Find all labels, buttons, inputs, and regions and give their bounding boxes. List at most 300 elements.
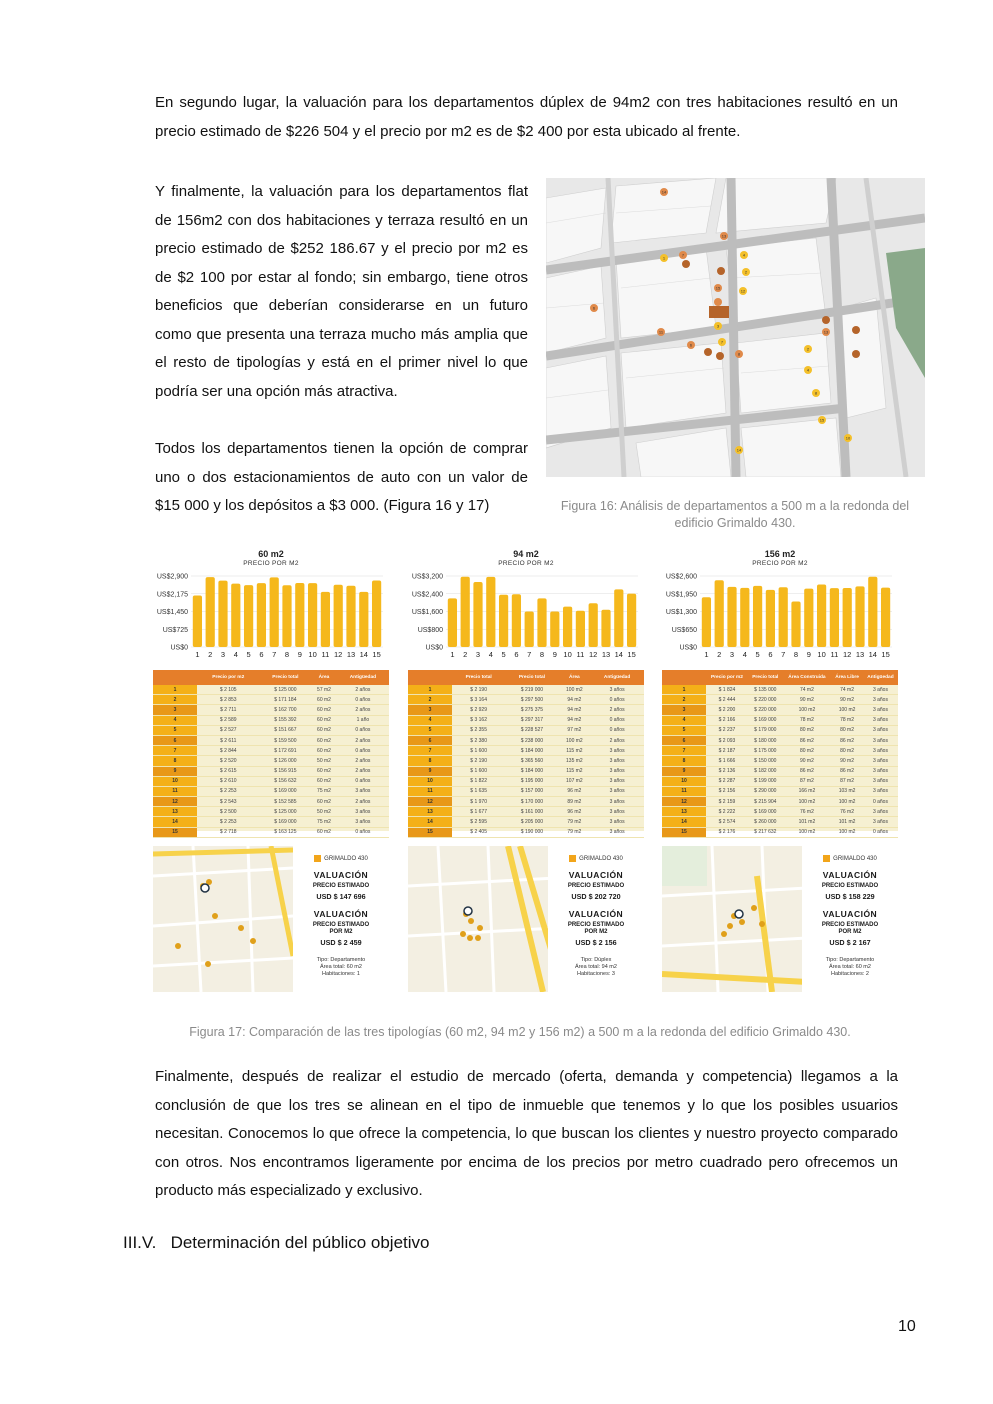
x-tick-label: 5	[246, 650, 251, 659]
table-cell: 3 años	[863, 807, 898, 817]
row-index: 3	[662, 705, 706, 715]
table-cell: 0 años	[337, 776, 389, 786]
y-tick-label: US$0	[679, 644, 697, 652]
valuation-panel-94m2	[408, 846, 644, 992]
x-tick-label: 9	[806, 650, 811, 659]
table-cell: 3 años	[590, 827, 644, 837]
table-cell: 101 m2	[783, 817, 832, 827]
y-tick-label: US$1,450	[156, 609, 188, 616]
row-index: 14	[408, 817, 452, 827]
svg-text:4: 4	[806, 367, 810, 373]
table-cell: 3 años	[590, 756, 644, 766]
svg-text:1: 1	[662, 255, 666, 261]
x-tick-label: 4	[488, 650, 493, 659]
table-cell: $ 3 162	[452, 715, 505, 725]
estimated-price-label: PRECIO ESTIMADO	[821, 883, 879, 890]
page-number: 10	[898, 1318, 916, 1335]
table-cell: 3 años	[863, 725, 898, 735]
table-cell: $ 150 000	[748, 756, 783, 766]
table-cell: $ 2 711	[197, 705, 260, 715]
valuation-panel-156m2	[662, 846, 898, 992]
row-index: 1	[408, 685, 452, 695]
table-header-cell: Área	[311, 670, 337, 685]
chart-title: 156 m2	[764, 549, 796, 559]
table-row	[408, 685, 644, 695]
bar	[244, 585, 253, 647]
row-index: 15	[408, 827, 452, 837]
table-row	[662, 746, 898, 756]
table-header-row	[153, 670, 389, 685]
table-cell: 80 m2	[831, 746, 863, 756]
y-tick-label: US$0	[425, 644, 443, 652]
table-cell: 0 años	[337, 827, 389, 837]
table-cell: 90 m2	[783, 695, 832, 705]
bar	[817, 585, 826, 647]
row-index: 7	[153, 746, 197, 756]
svg-text:2: 2	[744, 269, 748, 275]
bar	[461, 577, 470, 647]
table-cell: $ 155 392	[260, 715, 312, 725]
table-cell: $ 156 632	[260, 776, 312, 786]
table-cell: 3 años	[863, 746, 898, 756]
bar	[473, 582, 482, 647]
row-index: 6	[408, 735, 452, 745]
table-cell: $ 2 253	[197, 786, 260, 796]
figure-16-caption: Figura 16: Análisis de departamentos a 500 m a la redonda del edificio Grimaldo 430.	[560, 499, 910, 530]
table-cell: $ 1 822	[452, 776, 505, 786]
y-tick-label: US$650	[671, 626, 697, 634]
table-cell: $ 2 287	[706, 776, 748, 786]
table-cell: 3 años	[590, 817, 644, 827]
table-cell: 80 m2	[831, 725, 863, 735]
table-cell: 107 m2	[559, 776, 591, 786]
row-index: 5	[408, 725, 452, 735]
x-tick-label: 2	[463, 650, 468, 659]
table-cell: $ 365 560	[505, 756, 558, 766]
x-tick-label: 2	[208, 650, 213, 659]
figure-17-caption: Figura 17: Comparación de las tres tipologías (60 m2, 94 m2 y 156 m2) a 500 m a la redonda del edificio Grimaldo 430.	[189, 1025, 851, 1039]
y-tick-label: US$2,400	[411, 591, 443, 599]
x-tick-label: 8	[793, 650, 799, 659]
table-row	[662, 725, 898, 735]
table-cell: 3 años	[590, 685, 644, 695]
table-cell: $ 2 543	[197, 797, 260, 807]
table-row	[408, 817, 644, 827]
table-cell: $ 1 970	[452, 797, 505, 807]
table-row	[662, 705, 898, 715]
table-cell: 100 m2	[783, 797, 832, 807]
chart-title: 60 m2	[258, 549, 284, 559]
table-cell: $ 2 159	[706, 797, 748, 807]
x-tick-label: 7	[272, 650, 277, 659]
table-cell: 3 años	[590, 797, 644, 807]
table-row	[153, 715, 389, 725]
table-cell: $ 228 527	[505, 725, 558, 735]
table-cell: 90 m2	[831, 695, 863, 705]
x-tick-label: 1	[450, 650, 455, 659]
table-cell: $ 159 500	[260, 735, 312, 745]
table-cell: 86 m2	[831, 766, 863, 776]
x-tick-label: 13	[855, 650, 865, 659]
table-cell: 86 m2	[783, 735, 832, 745]
table-row	[408, 766, 644, 776]
row-index: 14	[153, 817, 197, 827]
table-cell: $ 2 929	[452, 705, 505, 715]
row-index: 6	[662, 735, 706, 745]
table-cell: 3 años	[337, 807, 389, 817]
table-cell: 78 m2	[831, 715, 863, 725]
bar	[334, 585, 343, 647]
x-tick-label: 3	[220, 650, 226, 659]
bar	[448, 598, 457, 647]
table-cell: 3 años	[337, 817, 389, 827]
svg-text:15: 15	[715, 285, 721, 291]
valuation-info	[802, 846, 898, 992]
table-cell: 50 m2	[311, 756, 337, 766]
table-cell: $ 1 677	[452, 807, 505, 817]
x-tick-label: 10	[563, 650, 572, 659]
y-tick-label: US$2,175	[156, 591, 188, 599]
table-cell: $ 1 600	[452, 766, 505, 776]
table-cell: 57 m2	[311, 685, 337, 695]
table-cell: $ 275 375	[505, 705, 558, 715]
table-row	[662, 817, 898, 827]
y-tick-label: US$1,950	[665, 591, 697, 599]
table-cell: $ 1 824	[706, 685, 748, 695]
table-cell: 2 años	[337, 756, 389, 766]
table-cell: $ 169 000	[748, 715, 783, 725]
table-row	[153, 776, 389, 786]
table-row	[153, 766, 389, 776]
table-cell: 78 m2	[783, 715, 832, 725]
svg-text:6: 6	[689, 342, 693, 348]
bar	[855, 586, 864, 647]
table-cell: 75 m2	[311, 817, 337, 827]
table-cell: 115 m2	[559, 746, 591, 756]
table-cell: 60 m2	[311, 746, 337, 756]
valuation-title-m2: VALUACIÓN	[568, 908, 624, 919]
bar	[766, 590, 775, 647]
brand-label: GRIMALDO 430	[293, 855, 389, 862]
table-cell: $ 238 000	[505, 735, 558, 745]
svg-text:15: 15	[819, 417, 825, 423]
bar	[231, 584, 240, 647]
table-cell: 94 m2	[559, 695, 591, 705]
valuation-map	[662, 846, 807, 992]
table-row	[662, 715, 898, 725]
bar	[881, 588, 890, 647]
svg-text:4: 4	[742, 252, 746, 258]
table-cell: $ 219 000	[505, 685, 558, 695]
table-header-cell: Antigüedad	[337, 670, 389, 685]
table-header-row	[662, 670, 898, 685]
estimated-price-label: PRECIO ESTIMADO	[567, 883, 625, 890]
table-cell: 60 m2	[311, 705, 337, 715]
chart-title: 94 m2	[513, 549, 539, 559]
x-tick-label: 11	[830, 650, 839, 659]
bar	[257, 583, 266, 647]
row-index: 12	[662, 797, 706, 807]
chart-156m2	[662, 548, 898, 668]
bar	[779, 587, 788, 647]
row-index: 6	[153, 735, 197, 745]
x-tick-label: 6	[514, 650, 519, 659]
bar	[740, 588, 749, 647]
row-index: 7	[408, 746, 452, 756]
bar	[321, 592, 330, 647]
table-cell: $ 297 500	[505, 695, 558, 705]
table-cell: $ 2 380	[452, 735, 505, 745]
row-index: 12	[153, 797, 197, 807]
row-index: 7	[662, 746, 706, 756]
y-tick-label: US$800	[417, 626, 443, 634]
table-header-cell	[662, 670, 706, 685]
table-cell: 0 años	[337, 725, 389, 735]
table-cell: $ 169 000	[748, 807, 783, 817]
x-tick-label: 1	[195, 650, 200, 659]
table-cell: $ 2 222	[706, 807, 748, 817]
valuation-title: VALUACIÓN	[313, 870, 369, 881]
bar	[537, 598, 546, 647]
bar	[627, 594, 636, 647]
table-cell: 97 m2	[559, 725, 591, 735]
table-cell: 3 años	[590, 766, 644, 776]
x-tick-label: 11	[321, 650, 330, 659]
bar	[589, 603, 598, 647]
table-cell: $ 2 176	[706, 827, 748, 837]
table-cell: $ 2 444	[706, 695, 748, 705]
row-index: 9	[153, 766, 197, 776]
valuation-title: VALUACIÓN	[568, 870, 624, 881]
x-tick-label: 12	[589, 650, 598, 659]
x-tick-label: 9	[552, 650, 557, 659]
row-index: 9	[408, 766, 452, 776]
bar	[563, 607, 572, 647]
brand-label: GRIMALDO 430	[548, 855, 644, 862]
table-cell: 86 m2	[831, 735, 863, 745]
bar	[308, 583, 317, 647]
table-cell: 135 m2	[559, 756, 591, 766]
x-tick-label: 1	[704, 650, 709, 659]
table-cell: 96 m2	[559, 807, 591, 817]
data-table-94m2	[408, 670, 644, 836]
chart-subtitle: PRECIO POR M2	[243, 560, 299, 567]
y-tick-label: US$2,600	[665, 573, 697, 581]
x-tick-label: 15	[627, 650, 636, 659]
table-cell: 3 años	[337, 786, 389, 796]
table-cell: 3 años	[863, 756, 898, 766]
bar	[270, 577, 279, 647]
table-header-cell: Precio total	[452, 670, 505, 685]
table-cell: 60 m2	[311, 827, 337, 837]
valuation-map	[153, 846, 293, 992]
house-icon	[314, 855, 321, 862]
x-tick-label: 9	[297, 650, 302, 659]
table-cell: $ 172 691	[260, 746, 312, 756]
table-cell: 0 años	[590, 695, 644, 705]
table-cell: $ 2 237	[706, 725, 748, 735]
table-cell: $ 184 000	[505, 766, 558, 776]
table-cell: $ 126 000	[260, 756, 312, 766]
table-cell: 2 años	[337, 797, 389, 807]
table-row	[153, 705, 389, 715]
brand-label: GRIMALDO 430	[802, 855, 898, 862]
table-cell: 0 años	[337, 695, 389, 705]
table-cell: 3 años	[590, 746, 644, 756]
table-cell: $ 217 632	[748, 827, 783, 837]
table-cell: $ 297 317	[505, 715, 558, 725]
table-cell: $ 220 000	[748, 705, 783, 715]
table-cell: $ 2 187	[706, 746, 748, 756]
table-cell: 96 m2	[559, 786, 591, 796]
table-cell: 90 m2	[783, 756, 832, 766]
x-tick-label: 14	[359, 650, 368, 659]
svg-text:8: 8	[737, 351, 741, 357]
table-cell: $ 205 000	[505, 817, 558, 827]
table-cell: $ 215 904	[748, 797, 783, 807]
table-cell: 60 m2	[311, 735, 337, 745]
table-cell: $ 2 200	[706, 705, 748, 715]
table-cell: 79 m2	[559, 817, 591, 827]
table-cell: 2 años	[337, 766, 389, 776]
row-index: 4	[408, 715, 452, 725]
x-tick-label: 3	[475, 650, 481, 659]
table-cell: $ 169 000	[260, 817, 312, 827]
table-cell: 89 m2	[559, 797, 591, 807]
table-cell: 60 m2	[311, 797, 337, 807]
estimated-price-m2-value: USD $ 2 459	[320, 937, 362, 947]
table-cell: $ 2 190	[452, 756, 505, 766]
table-cell: 0 años	[863, 827, 898, 837]
x-tick-label: 3	[729, 650, 735, 659]
y-tick-label: US$0	[170, 644, 188, 652]
row-index: 1	[153, 685, 197, 695]
table-row	[408, 735, 644, 745]
table-row	[662, 786, 898, 796]
bar	[512, 594, 521, 647]
table-row	[153, 685, 389, 695]
table-cell: $ 152 585	[260, 797, 312, 807]
property-meta: Tipo: Departamento Área total: 60 m2 Habitaciones: 1	[316, 956, 366, 977]
table-cell: $ 2 105	[197, 685, 260, 695]
table-row	[153, 695, 389, 705]
svg-text:6: 6	[592, 305, 596, 311]
bar	[702, 597, 711, 647]
table-cell: $ 125 000	[260, 807, 312, 817]
x-tick-label: 8	[284, 650, 290, 659]
row-index: 3	[408, 705, 452, 715]
table-row	[153, 735, 389, 745]
table-cell: 60 m2	[311, 766, 337, 776]
table-cell: 90 m2	[831, 756, 863, 766]
table-cell: 0 años	[863, 797, 898, 807]
table-cell: $ 179 000	[748, 725, 783, 735]
table-cell: 166 m2	[783, 786, 832, 796]
bar	[193, 595, 202, 647]
table-cell: 115 m2	[559, 766, 591, 776]
table-header-cell: Precio total	[748, 670, 783, 685]
table-cell: 60 m2	[311, 776, 337, 786]
table-header-cell: Precio total	[260, 670, 312, 685]
bar	[372, 580, 381, 647]
table-cell: 2 años	[590, 735, 644, 745]
svg-text:8: 8	[814, 390, 818, 396]
table-cell: 0 años	[590, 725, 644, 735]
property-meta: Tipo: Dúplex Área total: 94 m2 Habitaciones: 3	[575, 956, 617, 977]
table-cell: $ 180 000	[748, 735, 783, 745]
table-cell: 3 años	[863, 817, 898, 827]
table-row	[153, 746, 389, 756]
paragraph-intro: En segundo lugar, la valuación para los departamentos dúplex de 94m2 con tres habitaciones resultó en un precio estimado de $226 504 y el precio por m2 es de $2 400 por esta ubicado al frente.	[155, 94, 898, 140]
table-cell: 3 años	[590, 807, 644, 817]
y-tick-label: US$1,600	[411, 609, 443, 616]
table-cell: 3 años	[863, 786, 898, 796]
table-cell: 100 m2	[559, 735, 591, 745]
table-row	[153, 797, 389, 807]
table-header-cell: Área	[559, 670, 591, 685]
svg-text:12: 12	[740, 288, 746, 294]
row-index: 3	[153, 705, 197, 715]
table-cell: $ 182 000	[748, 766, 783, 776]
table-cell: $ 156 915	[260, 766, 312, 776]
table-row	[662, 735, 898, 745]
table-row	[662, 695, 898, 705]
table-cell: 2 años	[337, 685, 389, 695]
table-cell: $ 3 164	[452, 695, 505, 705]
table-cell: 3 años	[863, 776, 898, 786]
section-heading: III.V. Determinación del público objetivo	[123, 1233, 430, 1252]
table-cell: $ 2 253	[197, 817, 260, 827]
row-index: 4	[153, 715, 197, 725]
bar	[601, 610, 610, 647]
bar	[282, 585, 291, 647]
estimated-price-m2-label: PRECIO ESTIMADO POR M2	[821, 921, 879, 936]
table-row	[408, 715, 644, 725]
table-row	[153, 786, 389, 796]
table-cell: $ 163 125	[260, 827, 312, 837]
bar	[295, 583, 304, 647]
bar	[576, 611, 585, 647]
table-cell: 2 años	[337, 705, 389, 715]
x-tick-label: 10	[817, 650, 826, 659]
table-cell: $ 2 718	[197, 827, 260, 837]
bar	[206, 577, 215, 647]
x-tick-label: 15	[881, 650, 890, 659]
table-cell: $ 162 700	[260, 705, 312, 715]
row-index: 1	[662, 685, 706, 695]
table-cell: 3 años	[863, 685, 898, 695]
table-cell: $ 290 000	[748, 786, 783, 796]
valuation-panel-60m2	[153, 846, 389, 992]
row-index: 4	[662, 715, 706, 725]
row-index: 13	[153, 807, 197, 817]
x-tick-label: 2	[717, 650, 722, 659]
table-row	[662, 766, 898, 776]
paragraph-conclusion: Finalmente, después de realizar el estudio de mercado (oferta, demanda y competencia) llegamos a la conclusión de que los tres se alinean en el tipo de inmueble que tenemos y lo que los posibles usuarios necesitan. Conocemos lo que ofrece la competencia, lo que buscan los clientes y nuestro proyecto comparado con otros. Nos encontramos ligeramente por encima de los precios por metro cuadrado pero ofrecemos un producto más especializado y exclusivo.	[155, 1068, 898, 1199]
bar	[525, 612, 534, 648]
table-cell: $ 2 853	[197, 695, 260, 705]
svg-text:10: 10	[845, 435, 851, 441]
chart-94m2	[408, 548, 644, 668]
table-cell: 100 m2	[831, 705, 863, 715]
table-header-cell: Área Construida	[783, 670, 832, 685]
row-index: 10	[408, 776, 452, 786]
table-cell: 0 años	[590, 715, 644, 725]
bar	[830, 588, 839, 647]
table-header-cell: Precio por m2	[197, 670, 260, 685]
table-cell: 75 m2	[311, 786, 337, 796]
x-tick-label: 7	[781, 650, 786, 659]
